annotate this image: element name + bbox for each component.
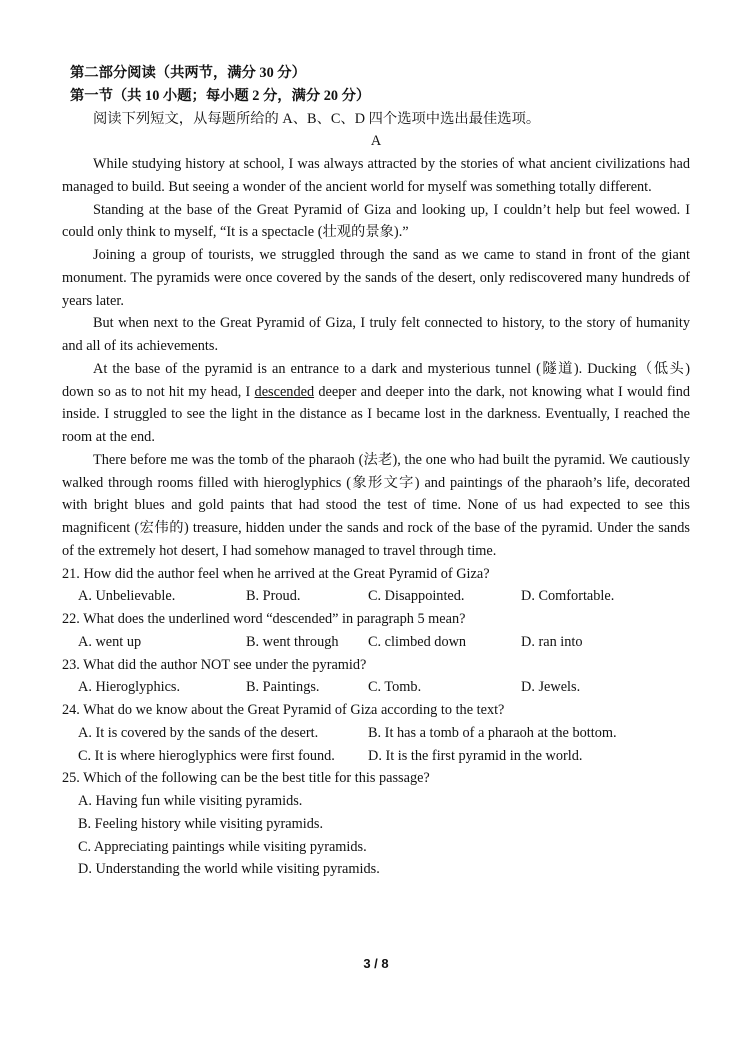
option-b: B. Feeling history while visiting pyramids. [78,815,324,832]
part-heading: 第二部分阅读（共两节，满分 30 分） [70,65,306,81]
option-a-row [62,790,690,813]
paragraph-3: Joining a group of tourists, we struggled through the sand as we came to stand in front of the giant monument. The pyramids were once covered by the sands of the desert, only rediscovered many hundreds of years later. [62,247,690,309]
underlined-word: descended [254,383,315,400]
paragraph-4: But when next to the Great Pyramid of Giza, I truly felt connected to history, to the story of humanity and all of its achievements. [62,315,690,354]
question-24: 24. What do we know about the Great Pyramid of Giza according to the text? [62,702,505,718]
paragraph-5-text-a: At the base of the pyramid is an entrance to a dark and mysterious tunnel (隧道). Ducking（低头) down so as to not hit my head, I [62,360,690,400]
option-c: C. It is where hieroglyphics were first found. [78,747,335,764]
options-23 [62,676,690,699]
paragraph-6: There before me was the tomb of the pharaoh (法老), the one who had built the pyramid. We cautiously walked through rooms filled with hieroglyphics (象形文字) and paintings of the pharaoh’s life, decorated with bright blues and gold paints that had stood the test of time. None of us had expected to see this magnificent (宏伟的) treasure, hidden under the sands and rock of the base of the pyramid. Under the sands of the extremely hot desert, I had somehow managed to travel through time. [62,451,690,559]
option-c: C. Appreciating paintings while visiting pyramids. [78,838,367,855]
option-c: C. Tomb. [368,679,422,696]
paragraph-2: Standing at the base of the Great Pyramid of Giza and looking up, I couldn’t help but feel wowed. I could only think to myself, “It is a spectacle (壮观的景象).” [62,201,690,241]
paragraph-1: While studying history at school, I was always attracted by the stories of what ancient civilizations had managed to build. But seeing a wonder of the ancient world for myself was something totally different. [62,156,690,195]
question-21: 21. How did the author feel when he arrived at the Great Pyramid of Giza? [62,565,490,582]
instruction: 阅读下列短文，从每题所给的 A、B、C、D 四个选项中选出最佳选项。 [93,110,541,127]
option-b: B. Paintings. [246,679,320,696]
question-25: 25. Which of the following can be the best title for this passage? [62,770,430,787]
page-number: 3 / 8 [363,956,389,971]
option-c: C. climbed down [368,633,467,650]
option-b: B. It has a tomb of a pharaoh at the bottom. [368,724,617,741]
option-a: A. Hieroglyphics. [78,679,181,696]
document-page [62,62,690,881]
option-a: A. went up [78,633,142,650]
option-a: A. Having fun while visiting pyramids. [78,793,303,809]
paragraph-5 [62,358,690,449]
option-b-row [62,813,690,836]
option-c: C. Disappointed. [368,588,465,605]
option-d: D. ran into [521,633,583,650]
option-c-row [62,836,690,859]
option-b: B. went through [246,633,339,650]
option-d: D. Understanding the world while visiting pyramids. [78,861,380,878]
options-24-row-2 [62,745,690,768]
option-d: D. Comfortable. [521,588,615,605]
option-d: D. It is the first pyramid in the world. [368,747,583,764]
option-d-row [62,858,690,881]
paragraph-5-text-b: deeper and deeper into the dark, not knowing what I would find inside. I struggled to see the light in the distance as I became lost in the darkness. Eventually, I reached the room at the end. [62,383,690,445]
options-22 [62,631,690,654]
option-d: D. Jewels. [521,679,581,696]
option-b: B. Proud. [246,588,301,605]
question-22: 22. What does the underlined word “descended” in paragraph 5 mean? [62,611,466,627]
section-heading: 第一节（共 10 小题；每小题 2 分，满分 20 分） [70,87,371,104]
option-a: A. Unbelievable. [78,588,176,605]
question-23: 23. What did the author NOT see under the pyramid? [62,656,367,673]
options-24-row-1 [62,722,690,745]
option-a: A. It is covered by the sands of the desert. [78,724,319,741]
passage-label: A [370,133,382,150]
options-21 [62,585,690,608]
